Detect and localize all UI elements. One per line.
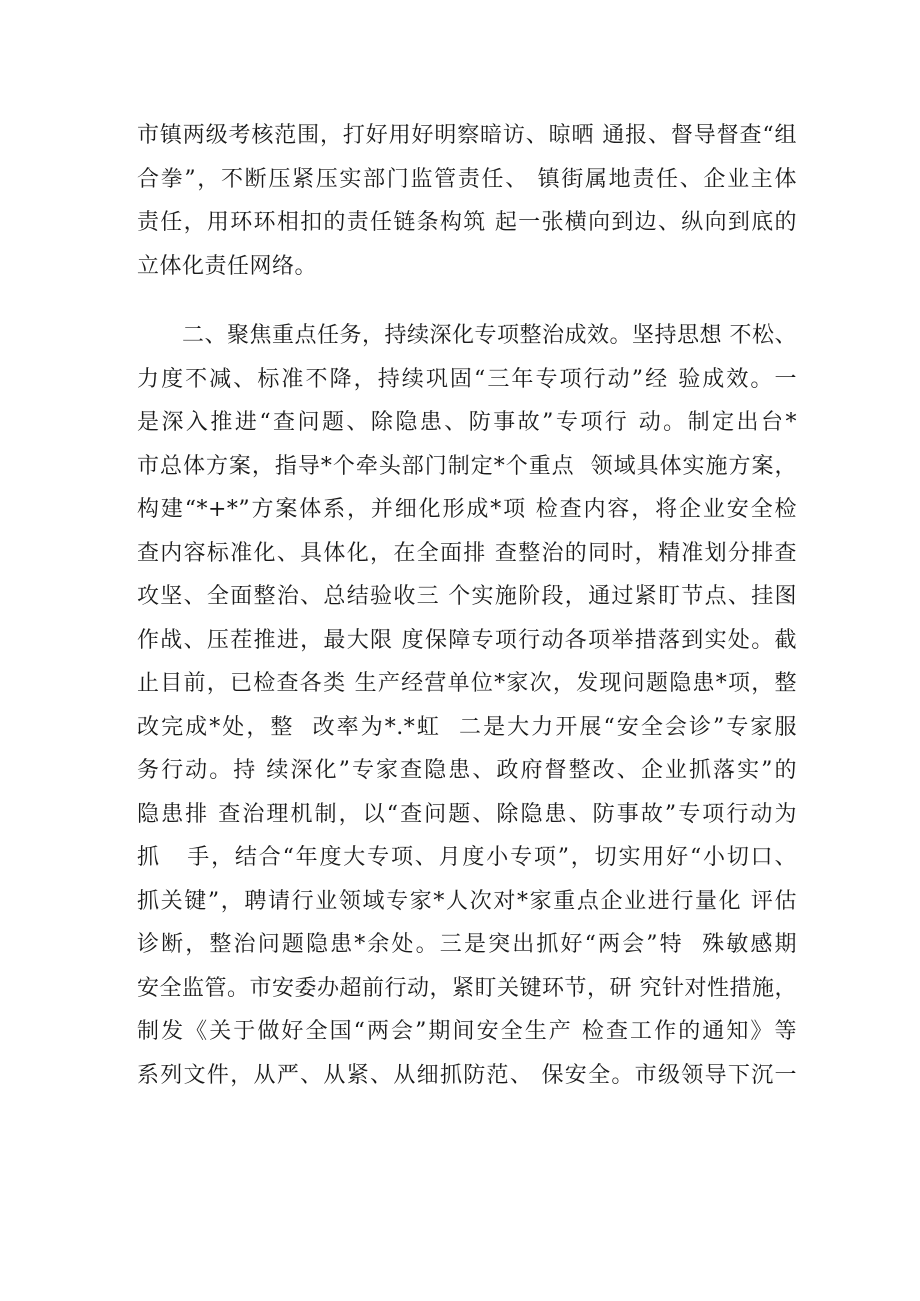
- text-line: 改完成*处，整 改率为*.*虹 二是大力开展“安全会诊”专家服: [137, 714, 797, 740]
- text-line: 抓关键”，聘请行业领域专家*人次对*家重点企业进行量化 评估: [137, 888, 797, 914]
- text-line: 二、聚焦重点任务，持续深化专项整治成效。坚持思想 不松、: [137, 323, 797, 348]
- text-line: 立体化责任网络。: [137, 253, 318, 279]
- paragraph-1: [137, 114, 797, 288]
- text-line: 止目前，已检查各类 生产经营单位*家次，发现问题隐患*项，整: [137, 671, 797, 696]
- text-line: 安全监管。市安委办超前行动，紧盯关键环节，研 究针对性措施，: [137, 975, 797, 1001]
- text-line: 构建“*+*”方案体系，并细化形成*项 检查内容，将企业安全检: [137, 497, 797, 522]
- text-line: 制发《关于做好全国“两会”期间安全生产 检查工作的通知》等: [137, 1019, 797, 1044]
- text-line: 务行动。持 续深化”专家查隐患、政府督整改、企业抓落实”的: [137, 758, 797, 783]
- document-body: [137, 114, 797, 1097]
- text-line: 诊断，整治问题隐患*余处。三是突出抓好“两会”特 殊敏感期: [137, 932, 797, 957]
- text-line: 合拳”，不断压紧压实部门监管责任、 镇街属地责任、企业主体: [137, 166, 797, 192]
- text-line: 查内容标准化、具体化，在全面排 查整治的同时，精准划分排查: [137, 540, 797, 566]
- text-line: 责任，用环环相扣的责任链条构筑 起一张横向到边、纵向到底的: [137, 210, 797, 235]
- text-line: 系列文件，从严、从紧、从细抓防范、 保安全。市级领导下沉一: [137, 1062, 797, 1088]
- text-line: 抓 手，结合“年度大专项、月度小专项”，切实用好“小切口、: [137, 845, 797, 870]
- text-line: 作战、压茬推进，最大限 度保障专项行动各项举措落到实处。截: [137, 627, 797, 653]
- text-line: 市镇两级考核范围，打好用好明察暗访、晾晒 通报、督导督查“组: [137, 123, 797, 148]
- text-line: 市总体方案，指导*个牵头部门制定*个重点 领域具体实施方案，: [137, 453, 797, 479]
- text-line: 隐患排 查治理机制，以“查问题、除隐患、防事故”专项行动为: [137, 801, 797, 827]
- text-line: 攻坚、全面整治、总结验收三 个实施阶段，通过紧盯节点、挂图: [137, 584, 797, 609]
- text-line: 是深入推进“查问题、除隐患、防事故”专项行 动。制定出台*: [137, 410, 797, 435]
- paragraph-2: [137, 314, 797, 1097]
- text-line: 力度不减、标准不降，持续巩固“三年专项行动”经 验成效。一: [137, 366, 797, 392]
